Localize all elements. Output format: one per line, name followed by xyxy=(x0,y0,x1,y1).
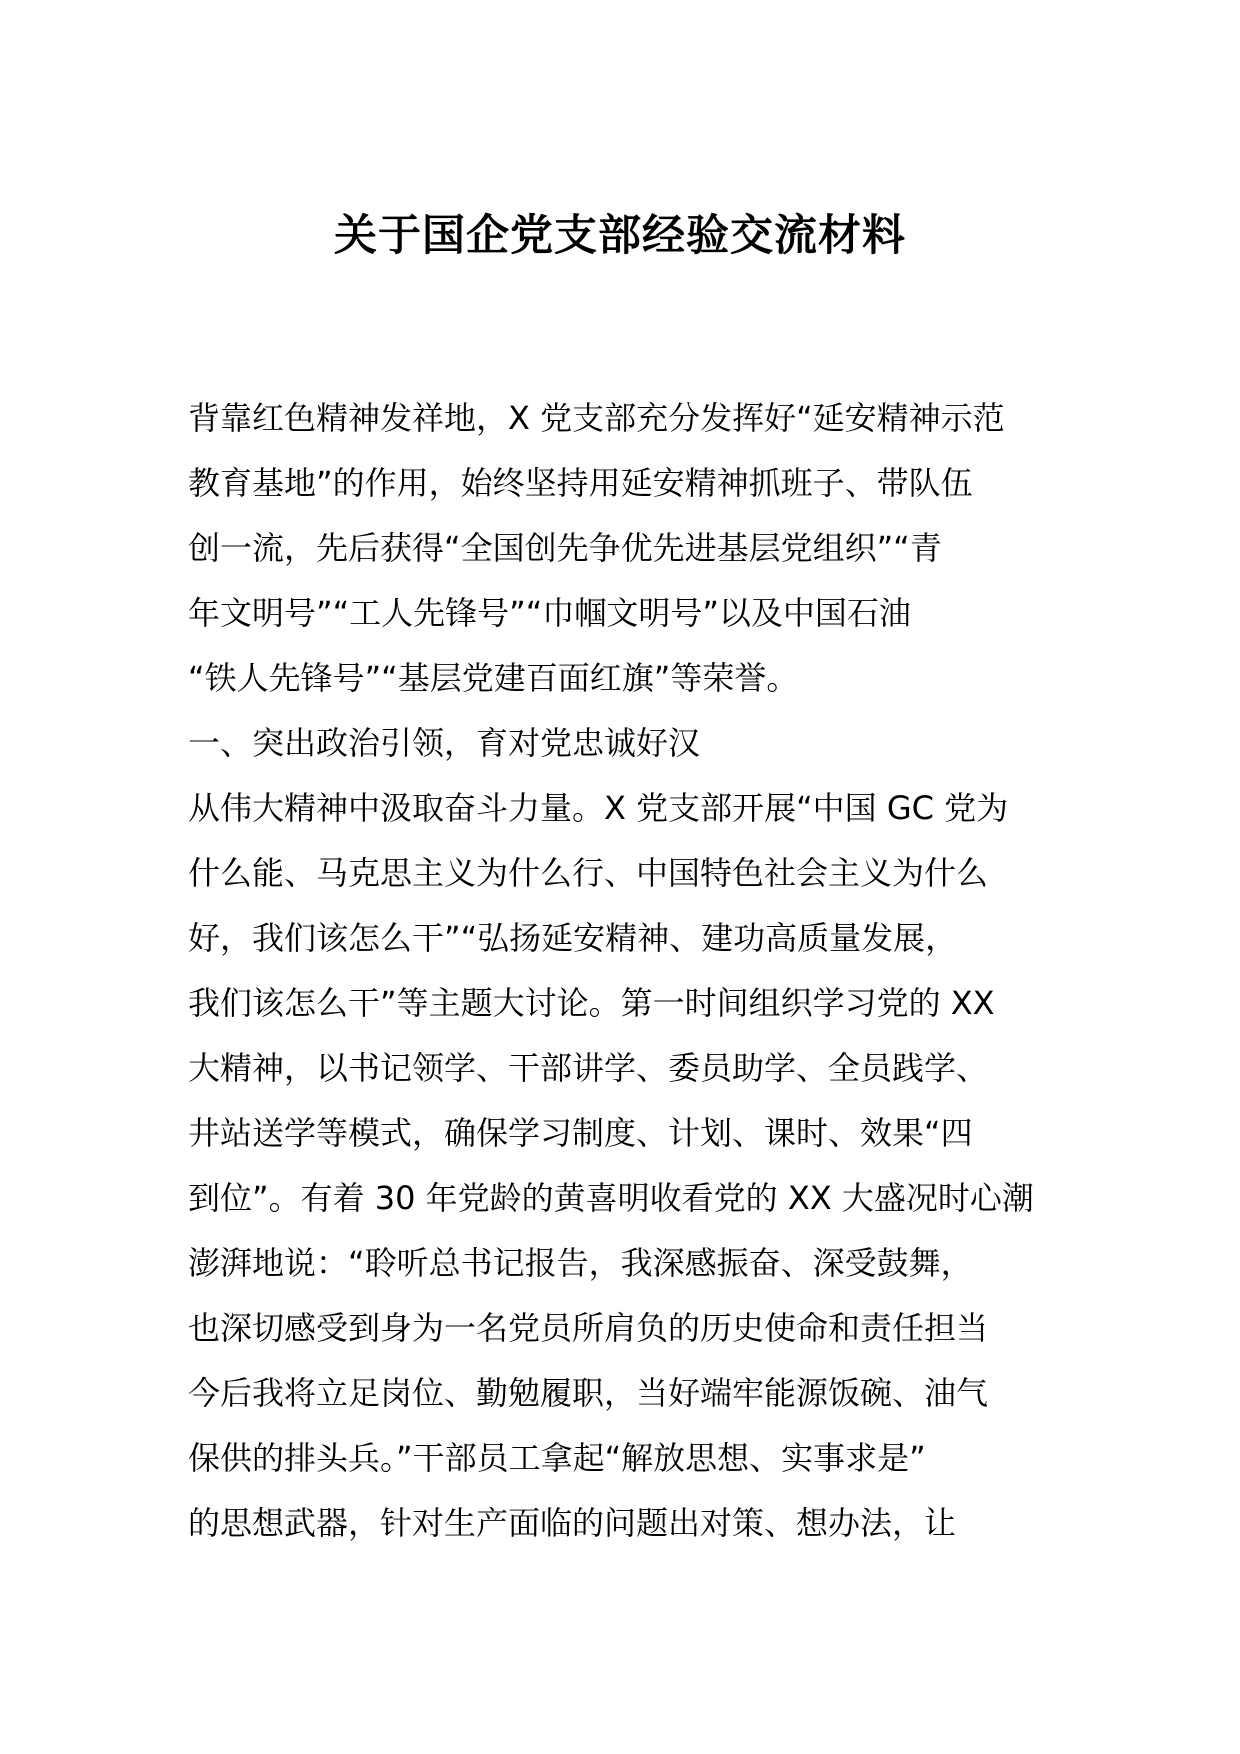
body-line: 今后我将立足岗位、勤勉履职，当好端牢能源饭碗、油气 xyxy=(188,1374,989,1412)
body-line: 什么能、马克思主义为什么行、中国特色社会主义为什么 xyxy=(188,854,989,892)
body-line: 背靠红色精神发祥地，X 党支部充分发挥好“延安精神示范 xyxy=(188,399,1005,437)
section-heading: 一、突出政治引领，育对党忠诚好汉 xyxy=(188,724,701,762)
body-line: 从伟大精神中汲取奋斗力量。X 党支部开展“中国 GC 党为 xyxy=(188,789,1009,827)
body-line: 年文明号”“工人先锋号”“巾帼文明号”以及中国石油 xyxy=(188,594,911,632)
body-line: 井站送学等模式，确保学习制度、计划、课时、效果“四 xyxy=(188,1114,973,1152)
body-line: 澎湃地说：“聆听总书记报告，我深感振奋、深受鼓舞， xyxy=(188,1244,973,1282)
body-line: 的思想武器，针对生产面临的问题出对策、想办法，让 xyxy=(188,1504,957,1542)
body-line: 保供的排头兵。”干部员工拿起“解放思想、实事求是” xyxy=(188,1439,926,1477)
body-line: “铁人先锋号”“基层党建百面红旗”等荣誉。 xyxy=(188,659,799,697)
body-line: 大精神，以书记领学、干部讲学、委员助学、全员践学、 xyxy=(188,1049,989,1087)
body-line: 我们该怎么干”等主题大讨论。第一时间组织学习党的 XX xyxy=(188,984,995,1022)
body-line: 到位”。有着 30 年党龄的黄喜明收看党的 XX 大盛况时心潮 xyxy=(188,1179,1034,1217)
document-title: 关于国企党支部经验交流材料 xyxy=(334,211,906,261)
body-line: 也深切感受到身为一名党员所肩负的历史使命和责任担当 xyxy=(188,1309,989,1347)
body-line: 创一流，先后获得“全国创先争优先进基层党组织”“青 xyxy=(188,529,942,567)
body-line: 好，我们该怎么干”“弘扬延安精神、建功高质量发展， xyxy=(188,919,958,957)
document-body xyxy=(188,386,1058,1556)
body-line: 教育基地”的作用，始终坚持用延安精神抓班子、带队伍 xyxy=(188,464,973,502)
